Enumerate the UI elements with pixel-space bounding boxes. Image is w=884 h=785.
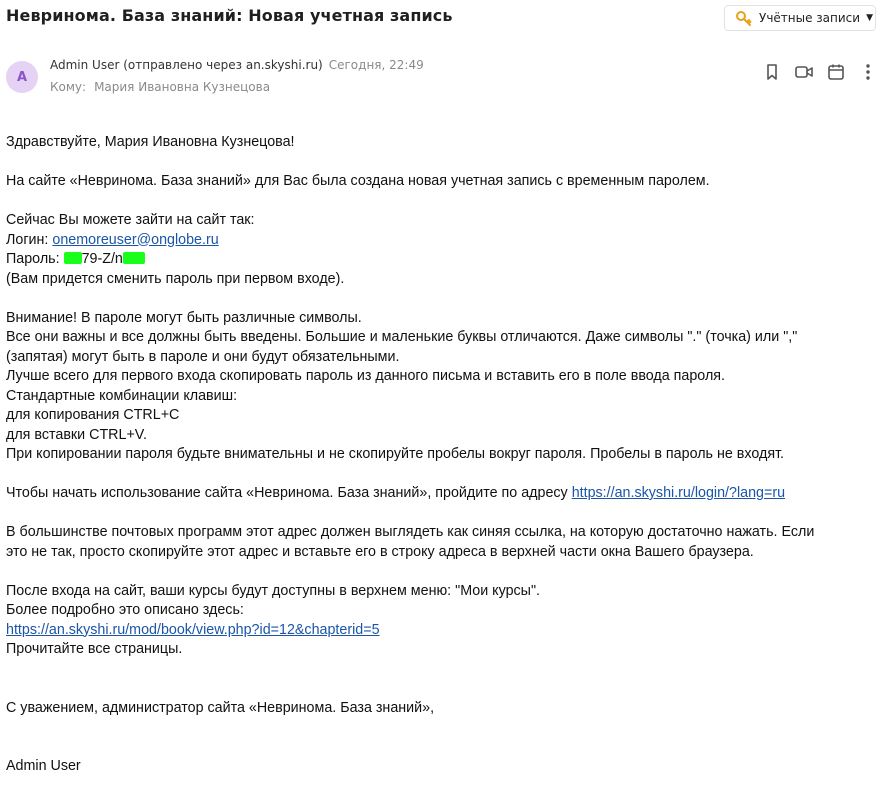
regards-text: С уважением, администратор сайта «Невринома. База знаний»,: [6, 699, 435, 716]
accounts-label: Учётные записи: [759, 11, 861, 25]
courses-line: После входа на сайт, ваши курсы будут доступны в верхнем меню: "Мои курсы".: [6, 582, 541, 599]
warning-line: Все они важны и все должны быть введены. Большие и маленькие буквы отличаются. Даже символы "." (точка) или ",": [6, 329, 798, 345]
email-subject: Невринома. База знаний: Новая учетная запись: [6, 6, 453, 25]
sender-name[interactable]: Admin User (отправлено через an.skyshi.ru): [50, 58, 323, 72]
caret-down-icon: ▼: [866, 13, 873, 23]
courses-help-link[interactable]: https://an.skyshi.ru/mod/book/view.php?id=12&chapterid=5: [6, 621, 380, 638]
start-line: [6, 484, 876, 504]
signature: Admin User: [6, 758, 81, 774]
password-note: (Вам придется сменить пароль при первом входе).: [6, 270, 345, 287]
to-label: Кому:: [50, 80, 87, 94]
redaction-mark: [64, 252, 82, 264]
sender-line: [50, 58, 424, 72]
warning-line: (запятая) могут быть в пароле и они будут обязательными.: [6, 348, 400, 365]
greeting: Здравствуйте, Мария Ивановна Кузнецова!: [6, 134, 295, 150]
warning-line: Внимание! В пароле могут быть различные символы.: [6, 309, 362, 326]
recipient-line: [50, 80, 270, 94]
video-icon[interactable]: [794, 62, 814, 82]
login-line: [6, 231, 876, 251]
intro-text: На сайте «Невринома. База знаний» для Вас была создана новая учетная запись с временным паролем.: [6, 173, 710, 189]
courses-line: Прочитайте все страницы.: [6, 641, 183, 657]
courses-line: Более подробно это описано здесь:: [6, 602, 244, 618]
accounts-button[interactable]: [724, 5, 876, 31]
start-text: Чтобы начать использование сайта «Невринома. База знаний», пройдите по адресу: [6, 485, 572, 501]
more-icon[interactable]: [858, 62, 878, 82]
warning-line: Стандартные комбинации клавиш:: [6, 387, 238, 404]
login-email-link[interactable]: onemoreuser@onglobe.ru: [52, 231, 219, 248]
message-actions: [762, 62, 878, 82]
login-intro: Сейчас Вы можете зайти на сайт так:: [6, 212, 255, 228]
info-line: В большинстве почтовых программ этот адрес должен выглядеть как синяя ссылка, на которую достаточно нажать. Если: [6, 524, 815, 540]
redaction-mark: [123, 252, 145, 264]
key-icon: [735, 9, 753, 27]
password-label: Пароль:: [6, 251, 64, 267]
warning-line: для вставки CTRL+V.: [6, 426, 148, 443]
courses-line: [6, 621, 876, 641]
recipient-name[interactable]: Мария Ивановна Кузнецова: [94, 80, 271, 94]
login-page-link[interactable]: https://an.skyshi.ru/login/?lang=ru: [571, 485, 786, 501]
warning-line: Лучше всего для первого входа скопировать пароль из данного письма и вставить его в поле ввода пароля.: [6, 368, 725, 384]
password-value: 79-Z/n: [81, 251, 123, 267]
warning-line: для копирования CTRL+C: [6, 407, 180, 423]
email-body: [6, 133, 876, 777]
password-line: [6, 250, 876, 270]
login-label: Логин:: [6, 231, 53, 248]
warning-line: При копировании пароля будьте внимательны и не скопируйте пробелы вокруг пароля. Пробелы в пароль не входят.: [6, 446, 785, 462]
avatar: A: [6, 61, 38, 93]
sent-date: Сегодня, 22:49: [328, 58, 424, 72]
bookmark-icon[interactable]: [762, 62, 782, 82]
info-line: это не так, просто скопируйте этот адрес и вставьте его в строку адреса в верхней части окна Вашего браузера.: [6, 543, 754, 560]
calendar-icon[interactable]: [826, 62, 846, 82]
